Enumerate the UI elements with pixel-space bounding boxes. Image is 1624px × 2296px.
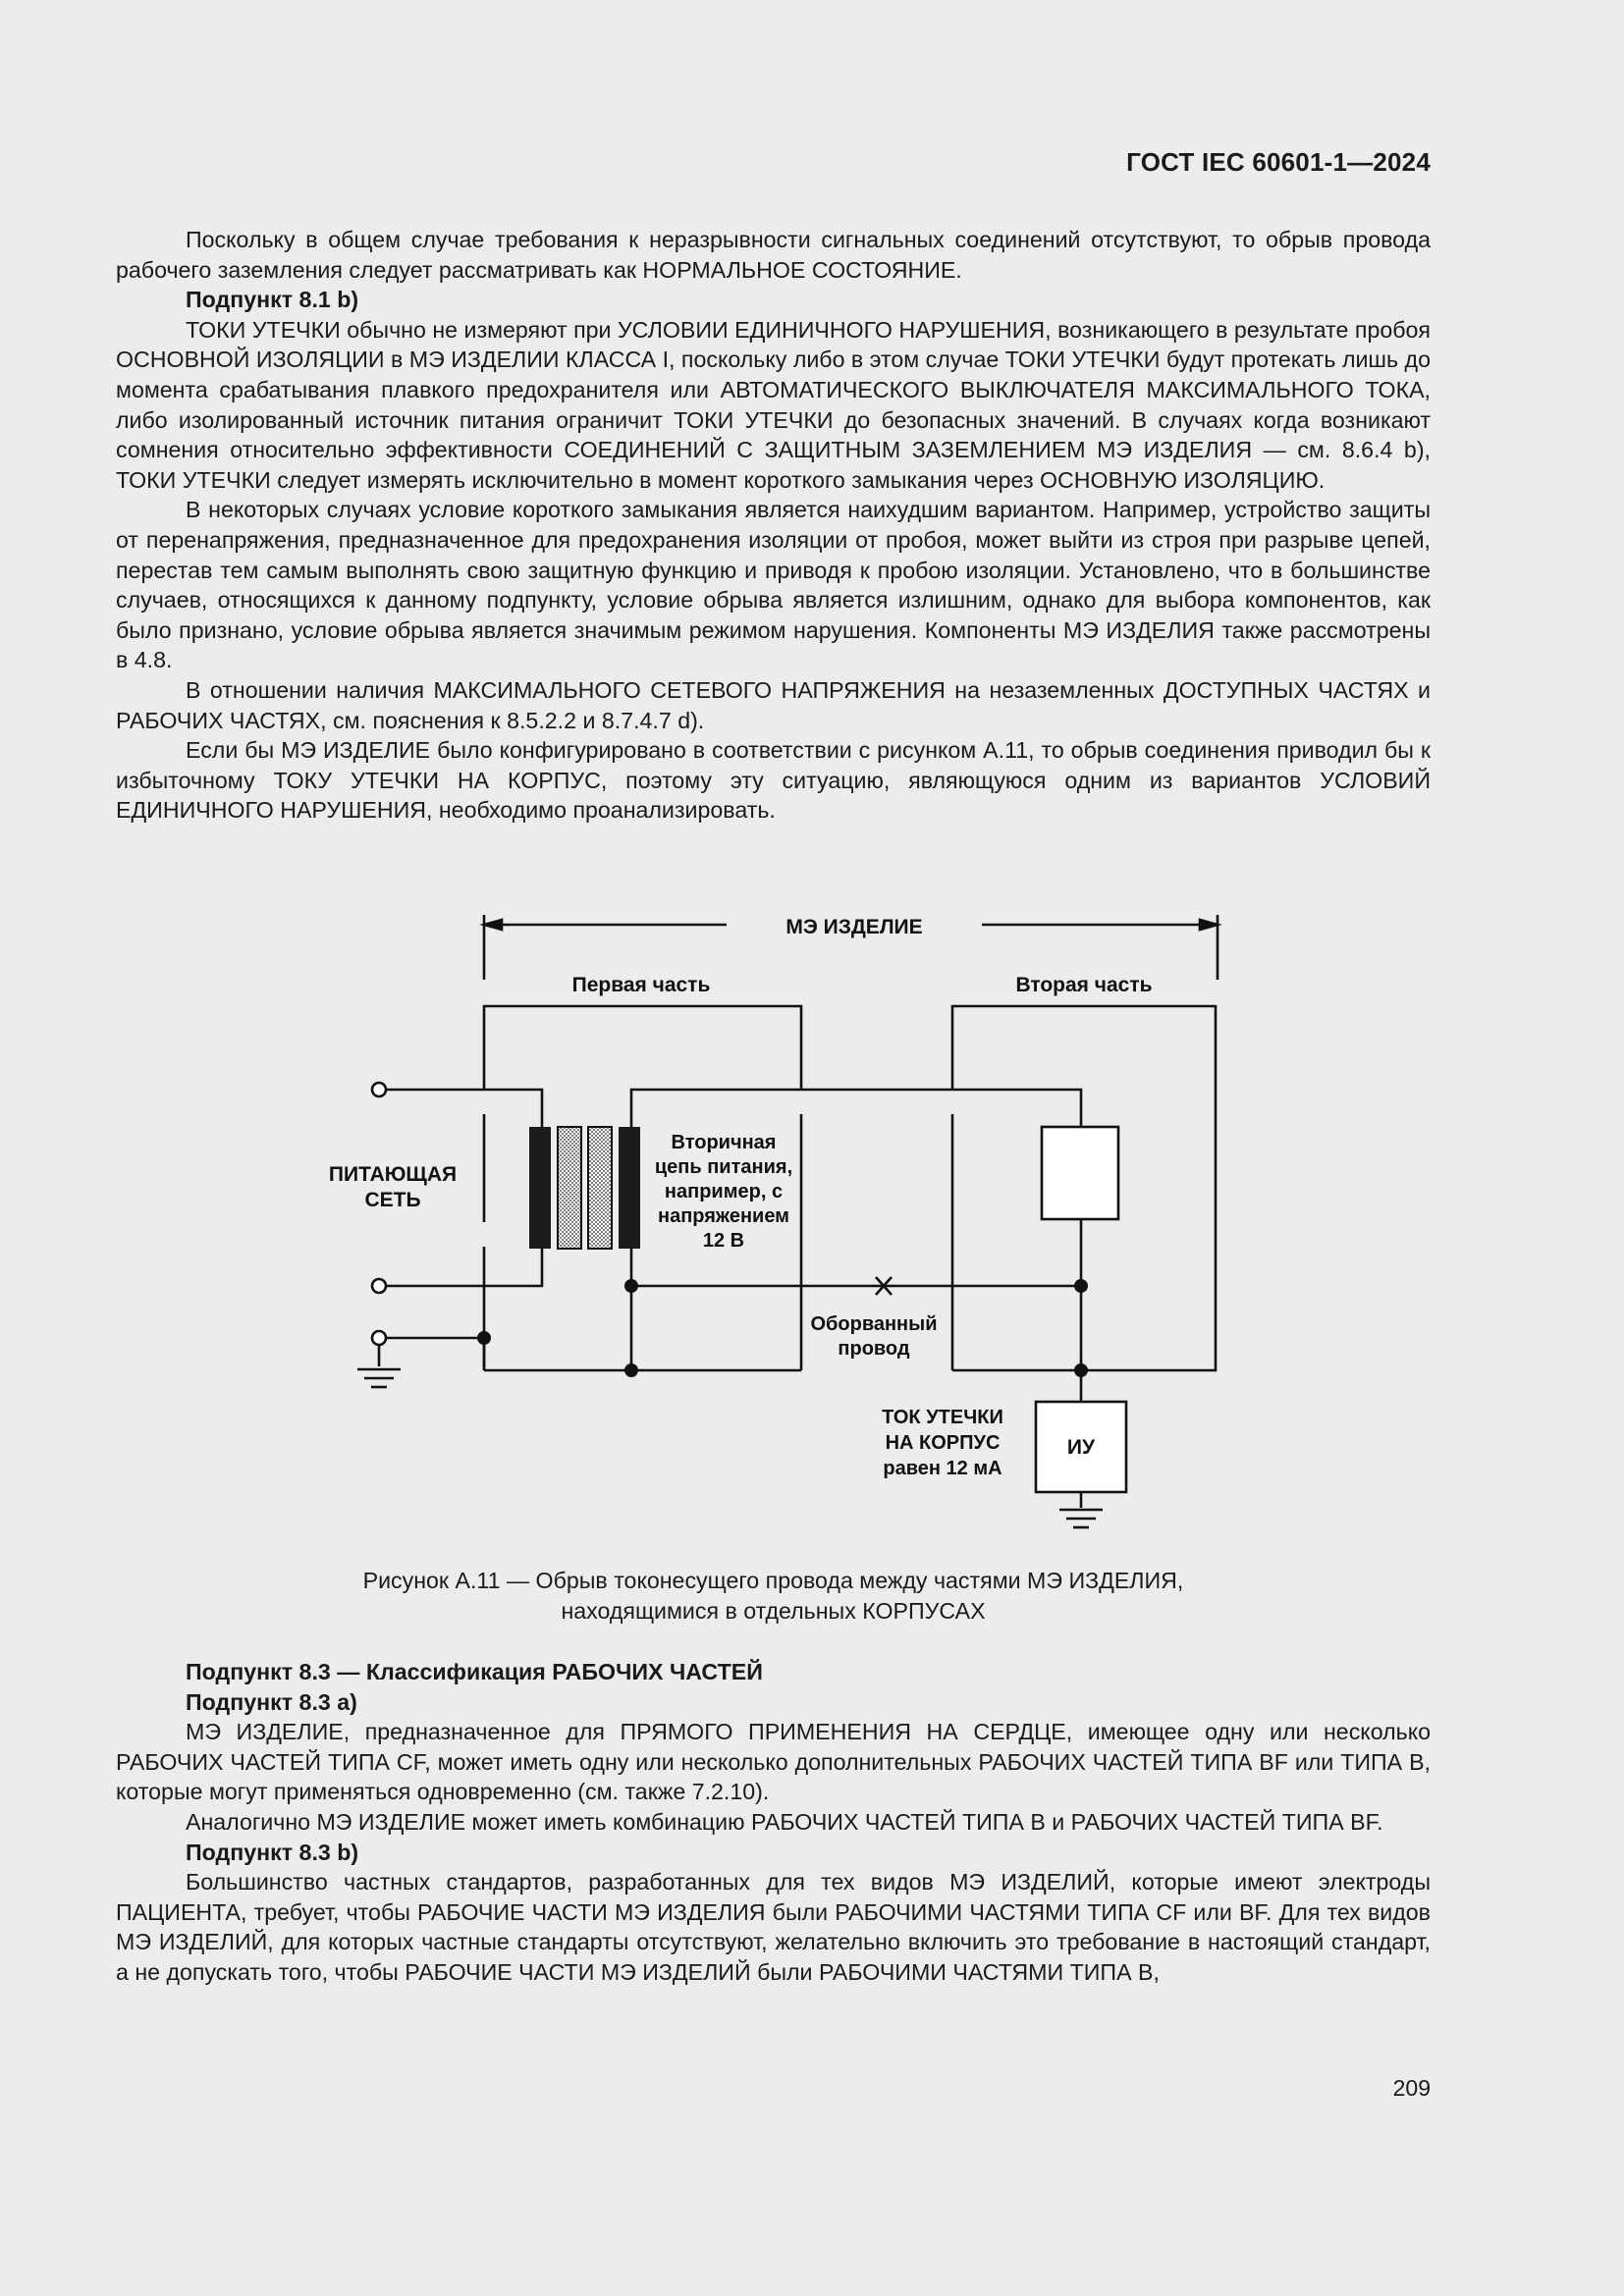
paragraph: Большинство частных стандартов, разработанных для тех видов МЭ ИЗДЕЛИЙ, которые имеют электроды ПАЦИЕНТА, требует, чтобы РАБОЧИЕ ЧАСТИ МЭ ИЗДЕЛИЯ были РАБОЧИМИ ЧАСТЯМИ ТИПА CF или BF. Для тех видов МЭ ИЗДЕЛИЙ, для которых частные стандарты отсутствуют, желательно включить это требование в настоящий стандарт, а не допускать того, чтобы РАБОЧИЕ ЧАСТИ МЭ ИЗДЕЛИЙ были РАБОЧИМИ ЧАСТЯМИ ТИПА B,: [116, 1869, 1431, 1985]
part-2-label: Вторая часть: [1015, 974, 1153, 996]
body-text-top: [116, 225, 1431, 826]
figure-caption: [116, 1566, 1431, 1626]
paragraph: Поскольку в общем случае требования к неразрывности сигнальных соединений отсутствуют, то обрыв провода рабочего заземления следует рассматривать как НОРМАЛЬНОЕ СОСТОЯНИЕ.: [116, 227, 1431, 283]
circuit-diagram: [295, 893, 1276, 1541]
part-1-label: Первая часть: [571, 974, 711, 996]
body-text-bottom: [116, 1657, 1431, 1988]
transformer-primary: [529, 1127, 551, 1249]
leakage-current-label: НА КОРПУС: [885, 1432, 1001, 1454]
enclosure-part-1: [484, 1006, 801, 1090]
paragraph: Аналогично МЭ ИЗДЕЛИЕ может иметь комбинацию РАБОЧИХ ЧАСТЕЙ ТИПА B и РАБОЧИХ ЧАСТЕЙ ТИПА BF.: [186, 1808, 1383, 1835]
page-number: 209: [1392, 2075, 1431, 2101]
meter-label: ИУ: [1066, 1436, 1096, 1459]
leakage-current-label: ТОК УТЕЧКИ: [882, 1407, 1003, 1428]
leakage-current-label: равен 12 мА: [883, 1458, 1002, 1479]
load-element: [1042, 1127, 1118, 1219]
subclause-heading: Подпункт 8.1 b): [186, 287, 359, 313]
transformer-core: [558, 1127, 581, 1249]
broken-wire-label: провод: [838, 1338, 910, 1360]
paragraph: В некоторых случаях условие короткого замыкания является наихудшим вариантом. Например, устройство защиты от перенапряжения, предназначенное для предохранения изоляции от пробоя, может выйти из строя при разрыве цепей, перестав тем самым выполнять свою защитную функцию и приводя к пробою изоляции. Установлено, что в большинстве случаев, относящихся к данному подпункту, условие обрыва является излишним, однако для выбора компонентов, как было признано, условие обрыва является значимым режимом нарушения. Компоненты МЭ ИЗДЕЛИЯ также рассмотрены в 4.8.: [116, 497, 1431, 673]
mains-terminal-1: [372, 1083, 386, 1096]
arrow-left-icon: [484, 920, 502, 930]
mains-terminal-2: [372, 1279, 386, 1293]
figure-title: МЭ ИЗДЕЛИЕ: [785, 916, 923, 938]
junction-dot: [624, 1279, 638, 1293]
arrow-right-icon: [1200, 920, 1218, 930]
mains-label: СЕТЬ: [364, 1189, 421, 1211]
secondary-label: цепь питания,: [654, 1156, 793, 1178]
secondary-label: Вторичная: [671, 1132, 777, 1153]
caption-line: находящимися в отдельных КОРПУСАХ: [561, 1597, 986, 1624]
junction-dot: [1074, 1363, 1088, 1377]
broken-wire-label: Оборванный: [810, 1313, 938, 1335]
secondary-label: 12 В: [702, 1230, 745, 1252]
subclause-heading: Подпункт 8.3 b): [186, 1839, 359, 1865]
junction-dot: [477, 1331, 491, 1345]
earth-terminal: [372, 1331, 386, 1345]
secondary-label: напряжением: [658, 1205, 789, 1227]
paragraph: В отношении наличия МАКСИМАЛЬНОГО СЕТЕВОГО НАПРЯЖЕНИЯ на незаземленных ДОСТУПНЫХ ЧАСТЯХ и РАБОЧИХ ЧАСТЯХ, см. пояснения к 8.5.2.2 и 8.7.4.7 d).: [116, 676, 1431, 733]
caption-line: Рисунок А.11 — Обрыв токонесущего провода между частями МЭ ИЗДЕЛИЯ,: [362, 1568, 1184, 1593]
document-code: ГОСТ IEC 60601-1—2024: [1126, 147, 1431, 177]
junction-dot: [1074, 1279, 1088, 1293]
mains-label: ПИТАЮЩАЯ: [328, 1163, 458, 1186]
subclause-heading: Подпункт 8.3 a): [186, 1688, 357, 1715]
transformer-secondary: [619, 1127, 640, 1249]
secondary-label: например, с: [664, 1181, 784, 1202]
subclause-heading: Подпункт 8.3 — Классификация РАБОЧИХ ЧАСТЕЙ: [186, 1659, 763, 1684]
paragraph: ТОКИ УТЕЧКИ обычно не измеряют при УСЛОВИИ ЕДИНИЧНОГО НАРУШЕНИЯ, возникающего в результате пробоя ОСНОВНОЙ ИЗОЛЯЦИИ в МЭ ИЗДЕЛИИ КЛАССА I, поскольку либо в этом случае ТОКИ УТЕЧКИ будут протекать лишь до момента срабатывания плавкого предохранителя или АВТОМАТИЧЕСКОГО ВЫКЛЮЧАТЕЛЯ МАКСИМАЛЬНОГО ТОКА, либо изолированный источник питания ограничит ТОКИ УТЕЧКИ до безопасных значений. В случаях когда возникают сомнения относительно эффективности СОЕДИНЕНИЙ С ЗАЩИТНЫМ ЗАЗЕМЛЕНИЕМ МЭ ИЗДЕЛИЯ — см. 8.6.4 b), ТОКИ УТЕЧКИ следует измерять исключительно в момент короткого замыкания через ОСНОВНУЮ ИЗОЛЯЦИЮ.: [116, 316, 1431, 493]
paragraph: Если бы МЭ ИЗДЕЛИЕ было конфигурировано в соответствии с рисунком А.11, то обрыв соединения приводил бы к избыточному ТОКУ УТЕЧКИ НА КОРПУС, поэтому эту ситуацию, являющуюся одним из вариантов УСЛОВИЙ ЕДИНИЧНОГО НАРУШЕНИЯ, необходимо проанализировать.: [116, 737, 1431, 824]
junction-dot: [624, 1363, 638, 1377]
paragraph: МЭ ИЗДЕЛИЕ, предназначенное для ПРЯМОГО ПРИМЕНЕНИЯ НА СЕРДЦЕ, имеющее одну или несколько РАБОЧИХ ЧАСТЕЙ ТИПА CF, может иметь одну или несколько дополнительных РАБОЧИХ ЧАСТЕЙ ТИПА BF или ТИПА B, которые могут применяться одновременно (см. также 7.2.10).: [116, 1719, 1431, 1805]
